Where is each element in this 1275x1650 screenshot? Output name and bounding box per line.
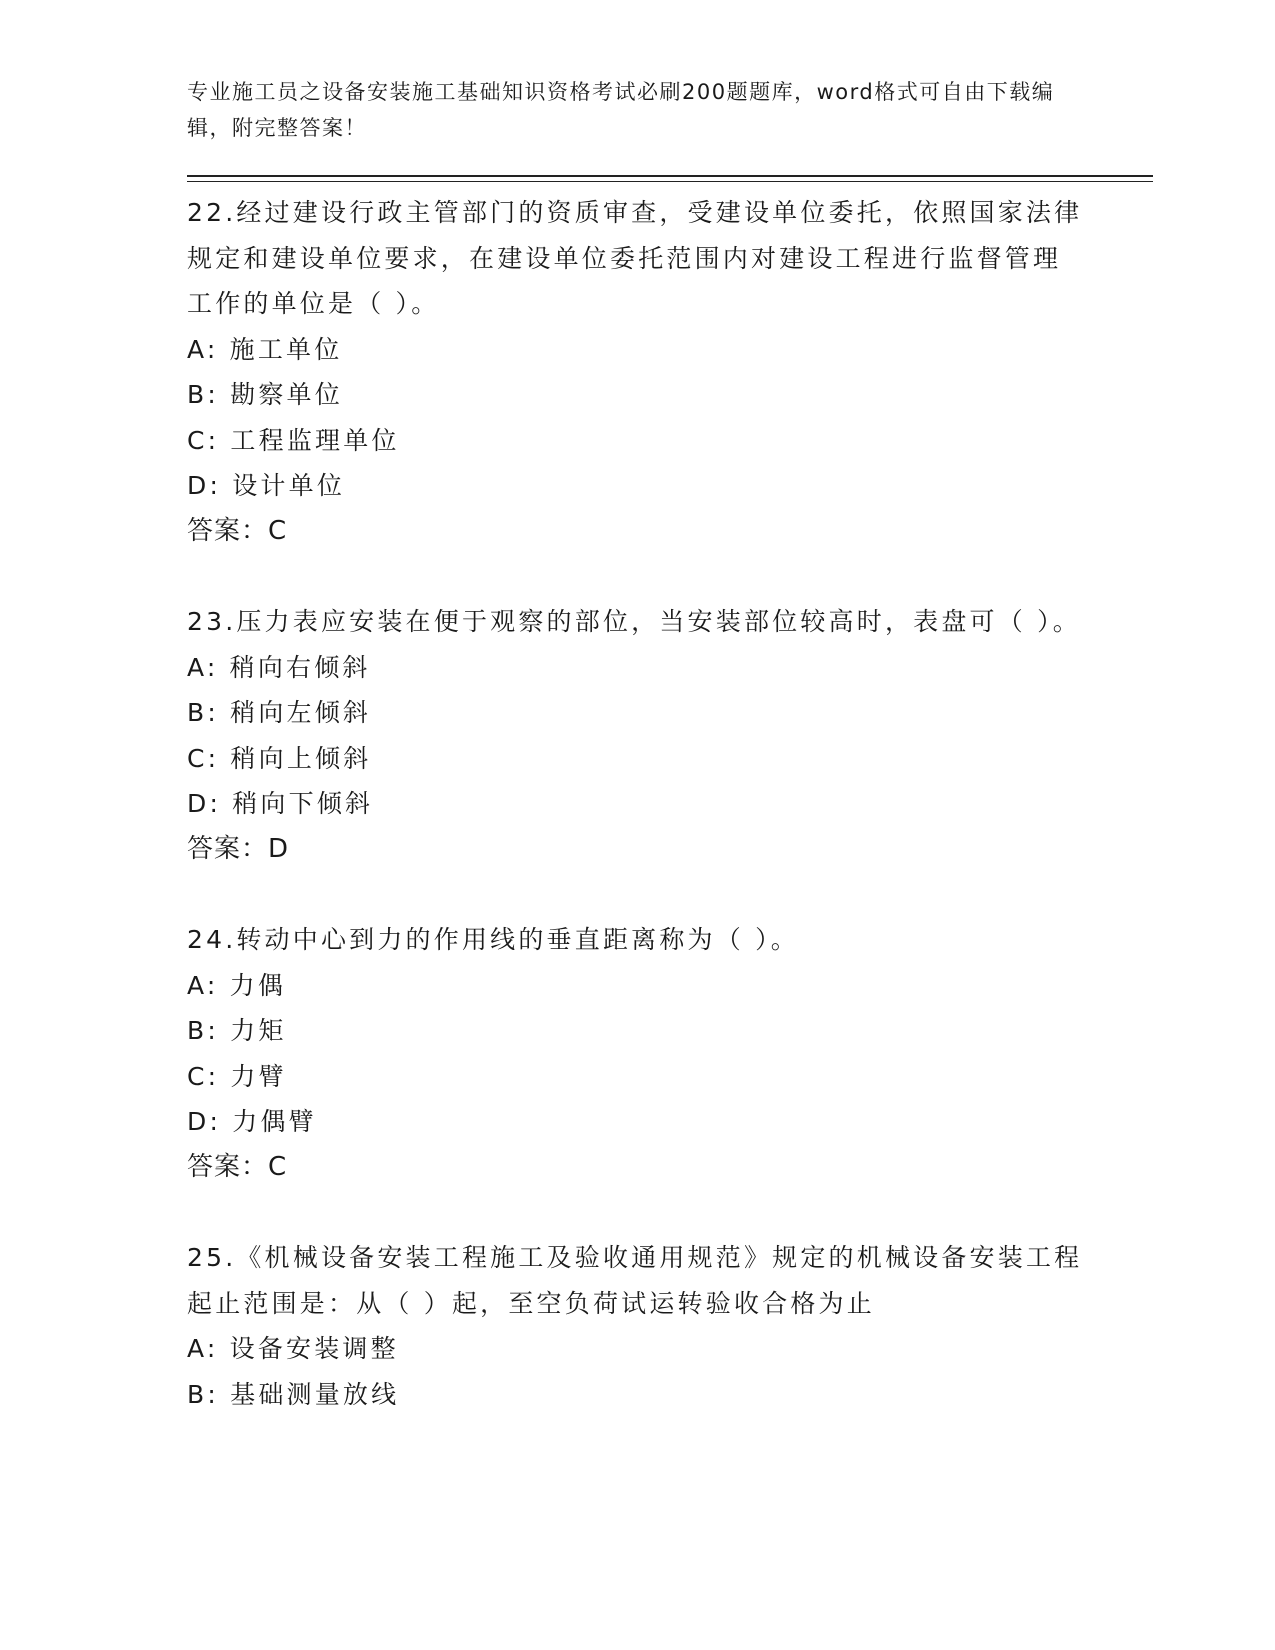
answer: 答案：C: [187, 1151, 288, 1182]
answer: 答案：D: [187, 833, 290, 864]
answer: 答案：C: [187, 515, 288, 546]
question-stem: 25.《机械设备安装工程施工及验收通用规范》规定的机械设备安装工程起止范围是：从（ ）起，至空负荷试运转验收合格为止: [187, 1243, 1083, 1318]
option-b: B: 基础测量放线: [187, 1379, 400, 1409]
question-24: [187, 917, 1087, 1190]
option-d: D: 力偶臂: [187, 1107, 317, 1136]
option-c: C: 工程监理单位: [187, 425, 400, 455]
question-25: [187, 1235, 1087, 1417]
spacer: [187, 872, 1087, 917]
option-a: A: 力偶: [187, 970, 287, 1000]
option-b: B: 稍向左倾斜: [187, 698, 372, 727]
question-stem: 22.经过建设行政主管部门的资质审查，受建设单位委托，依照国家法律规定和建设单位要求，在建设单位委托范围内对建设工程进行监督管理工作的单位是（ ）。: [187, 198, 1083, 318]
option-a: A: 设备安装调整: [187, 1334, 399, 1363]
spacer: [187, 1190, 1087, 1235]
header-divider-bottom: [187, 181, 1153, 182]
option-d: D: 设计单位: [187, 471, 346, 500]
question-23: [187, 599, 1087, 872]
question-list: [187, 190, 1087, 1417]
question-22: [187, 190, 1087, 554]
question-stem: 23.压力表应安装在便于观察的部位，当安装部位较高时，表盘可（ ）。: [187, 607, 1082, 636]
option-b: B: 勘察单位: [187, 380, 343, 409]
spacer: [187, 554, 1087, 599]
option-a: A: 施工单位: [187, 334, 343, 364]
header-divider-top: [187, 175, 1153, 177]
document-header: 专业施工员之设备安装施工基础知识资格考试必刷200题题库，word格式可自由下载编辑，附完整答案！: [187, 80, 1055, 140]
option-c: C: 力臂: [187, 1061, 287, 1091]
question-stem: 24.转动中心到力的作用线的垂直距离称为（ ）。: [187, 925, 800, 954]
option-d: D: 稍向下倾斜: [187, 789, 374, 818]
option-b: B: 力矩: [187, 1016, 287, 1045]
option-a: A: 稍向右倾斜: [187, 652, 371, 682]
option-c: C: 稍向上倾斜: [187, 743, 372, 773]
